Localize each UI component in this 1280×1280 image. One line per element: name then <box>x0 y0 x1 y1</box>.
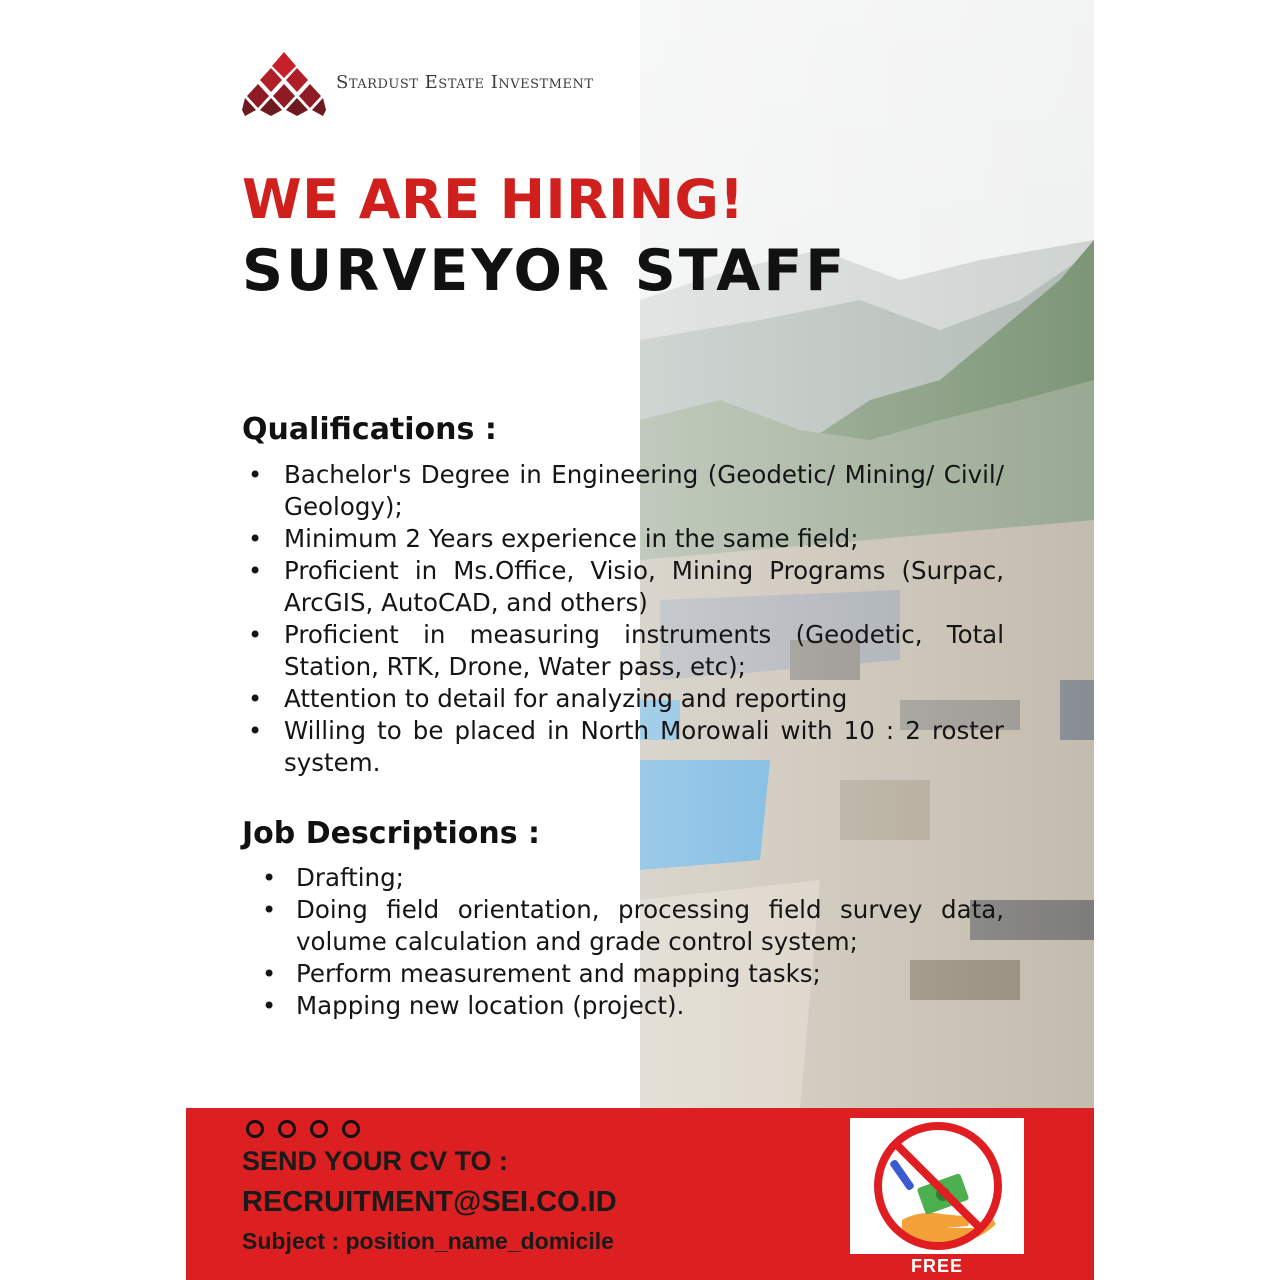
list-item: • Minimum 2 Years experience in the same field; <box>244 523 1004 555</box>
email-subject-format: Subject : position_name_domicile <box>242 1228 614 1254</box>
job-poster <box>186 0 1094 1280</box>
hiring-headline: WE ARE HIRING! <box>242 168 745 231</box>
list-item: • Proficient in measuring instruments (Geodetic, Total Station, RTK, Drone, Water pass, etc); <box>244 619 1004 683</box>
list-item: • Doing field orientation, processing field survey data, volume calculation and grade control system; <box>258 894 1004 958</box>
list-item: • Attention to detail for analyzing and reporting <box>244 683 1004 715</box>
contact-footer <box>186 1108 1094 1280</box>
list-item: • Mapping new location (project). <box>258 990 1004 1022</box>
no-money-prohibited-icon <box>850 1118 1024 1254</box>
list-item: • Drafting; <box>258 862 1004 894</box>
list-item: • Perform measurement and mapping tasks; <box>258 958 1004 990</box>
recruitment-email[interactable]: RECRUITMENT@SEI.CO.ID <box>242 1186 617 1218</box>
qualifications-heading: Qualifications : <box>242 412 497 447</box>
list-item: • Bachelor's Degree in Engineering (Geodetic/ Mining/ Civil/ Geology); <box>244 459 1004 523</box>
list-item: • Proficient in Ms.Office, Visio, Mining Programs (Surpac, ArcGIS, AutoCAD, and others) <box>244 555 1004 619</box>
free-label: FREE <box>910 1256 963 1276</box>
send-cv-label: SEND YOUR CV TO : <box>242 1146 509 1176</box>
decorative-circles-icon <box>246 1120 360 1138</box>
job-descriptions-heading: Job Descriptions : <box>242 816 541 851</box>
company-name: Stardust Estate Investment <box>336 72 594 93</box>
job-role-title: SURVEYOR STAFF <box>242 238 848 304</box>
job-descriptions-list <box>258 862 1004 1022</box>
stacked-diamonds-logo-icon <box>242 52 326 116</box>
list-item: • Willing to be placed in North Morowali with 10 : 2 roster system. <box>244 715 1004 779</box>
qualifications-list <box>244 459 1004 779</box>
